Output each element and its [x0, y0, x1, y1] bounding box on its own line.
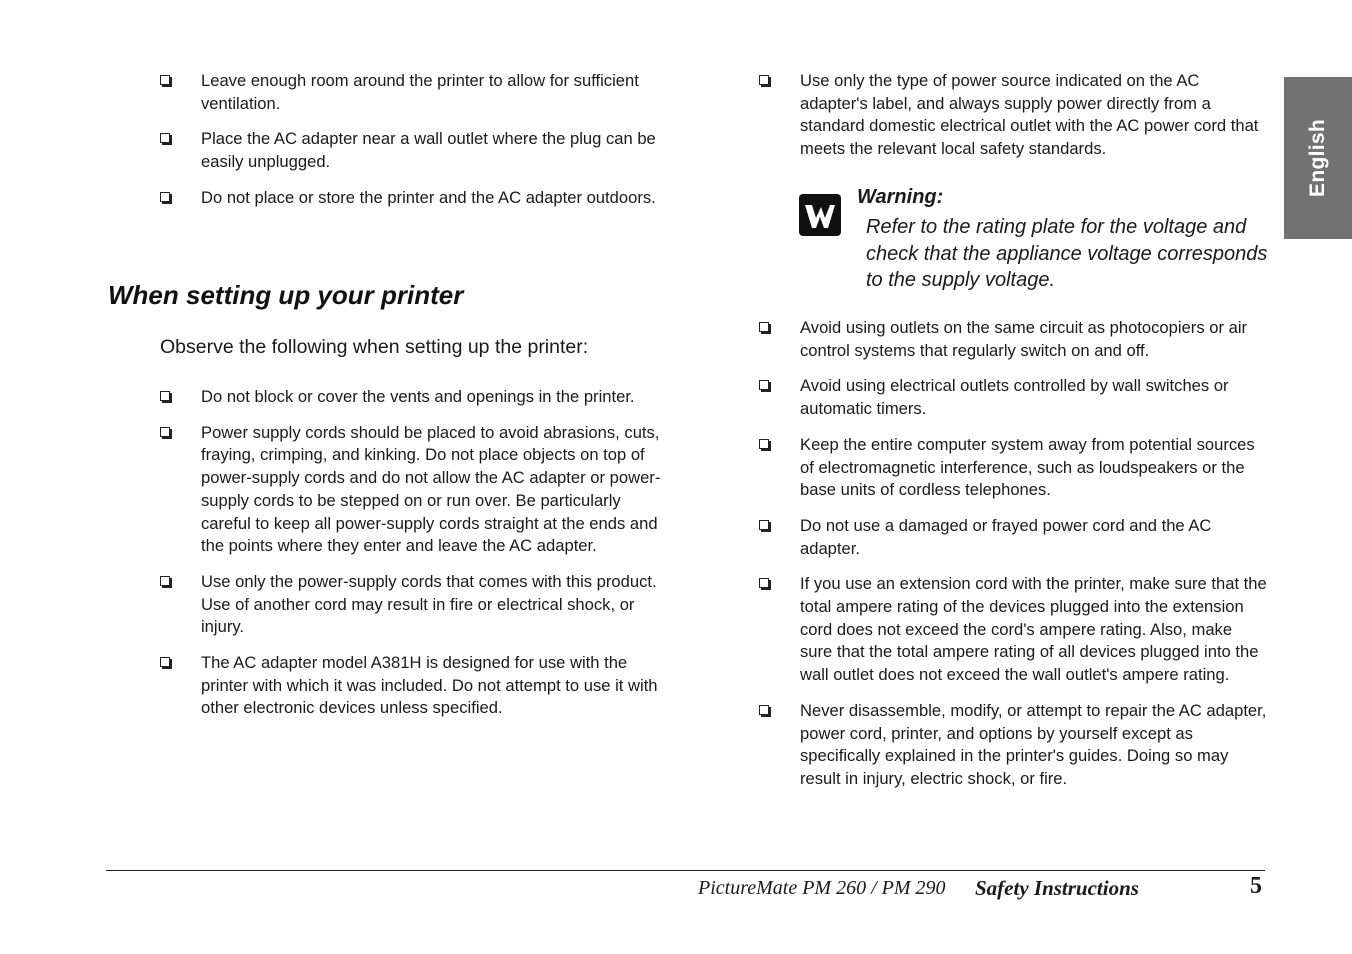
left-top-list [160, 70, 670, 223]
section-intro: Observe the following when setting up the printer: [160, 336, 589, 358]
checkbox-bullet-icon [160, 192, 170, 202]
warning-text: Refer to the rating plate for the voltage and check that the appliance voltage corresponds to the supply voltage. [866, 216, 1268, 291]
checkbox-bullet-icon [160, 75, 170, 85]
checkbox-bullet-icon [759, 322, 769, 332]
checkbox-bullet-icon [759, 578, 769, 588]
list-item: Keep the entire computer system away from potential sources of electromagnetic interference, such as loudspeakers or the base units of cordless telephones. [759, 434, 1267, 502]
list-item: Avoid using electrical outlets controlled by wall switches or automatic timers. [759, 375, 1267, 420]
checkbox-bullet-icon [160, 391, 170, 401]
list-item: Do not use a damaged or frayed power cord and the AC adapter. [759, 515, 1267, 560]
checkbox-bullet-icon [759, 520, 769, 530]
list-item: Place the AC adapter near a wall outlet where the plug can be easily unplugged. [160, 128, 670, 173]
checkbox-bullet-icon [759, 380, 769, 390]
list-item: Avoid using outlets on the same circuit as photocopiers or air control systems that regularly switch on and off. [759, 317, 1267, 362]
list-item: Never disassemble, modify, or attempt to repair the AC adapter, power cord, printer, and options by yourself except as specifically explained in the printer's guides. Doing so may result in injury, electric shock, or fire. [759, 700, 1267, 791]
footer-rule [106, 870, 1265, 871]
checkbox-bullet-icon [759, 705, 769, 715]
checkbox-bullet-icon [160, 427, 170, 437]
setup-list [160, 386, 670, 733]
list-item: Leave enough room around the printer to allow for sufficient ventilation. [160, 70, 670, 115]
footer-section: Safety Instructions [975, 876, 1139, 900]
section-heading: When setting up your printer [108, 280, 464, 310]
list-item: Power supply cords should be placed to avoid abrasions, cuts, fraying, crimping, and kinking. Do not place objects on top of power-supply cords and do not allow the AC adapter or power-supply cords to be stepped on or run over. Be particularly careful to keep all power-supply cords straight at the ends and the points where they enter and leave the AC adapter. [160, 422, 670, 558]
right-bottom-list [759, 317, 1267, 804]
checkbox-bullet-icon [759, 439, 769, 449]
list-item: Do not place or store the printer and the AC adapter outdoors. [160, 187, 670, 210]
checkbox-bullet-icon [759, 75, 769, 85]
right-top-list [759, 70, 1267, 174]
warning-title: Warning: [857, 186, 944, 208]
language-tab [1284, 77, 1352, 239]
footer-product: PictureMate PM 260 / PM 290 [698, 877, 946, 899]
list-item: The AC adapter model A381H is designed for use with the printer with which it was included. Do not attempt to use it with other electronic devices unless specified. [160, 652, 670, 720]
checkbox-bullet-icon [160, 576, 170, 586]
language-tab-label: English [1306, 119, 1329, 197]
checkbox-bullet-icon [160, 657, 170, 667]
list-item: Use only the type of power source indicated on the AC adapter's label, and always supply power directly from a standard domestic electrical outlet with the AC power cord that meets the relevant local safety standards. [759, 70, 1267, 161]
list-item: If you use an extension cord with the printer, make sure that the total ampere rating of the devices plugged into the extension cord does not exceed the cord's ampere rating. Also, make sure that the total ampere rating of all devices plugged into the wall outlet does not exceed the wall outlet's ampere rating. [759, 573, 1267, 687]
page-number: 5 [1250, 873, 1262, 899]
list-item: Do not block or cover the vents and openings in the printer. [160, 386, 670, 409]
checkbox-bullet-icon [160, 133, 170, 143]
list-item: Use only the power-supply cords that comes with this product. Use of another cord may result in fire or electrical shock, or injury. [160, 571, 670, 639]
warning-icon [799, 194, 841, 236]
